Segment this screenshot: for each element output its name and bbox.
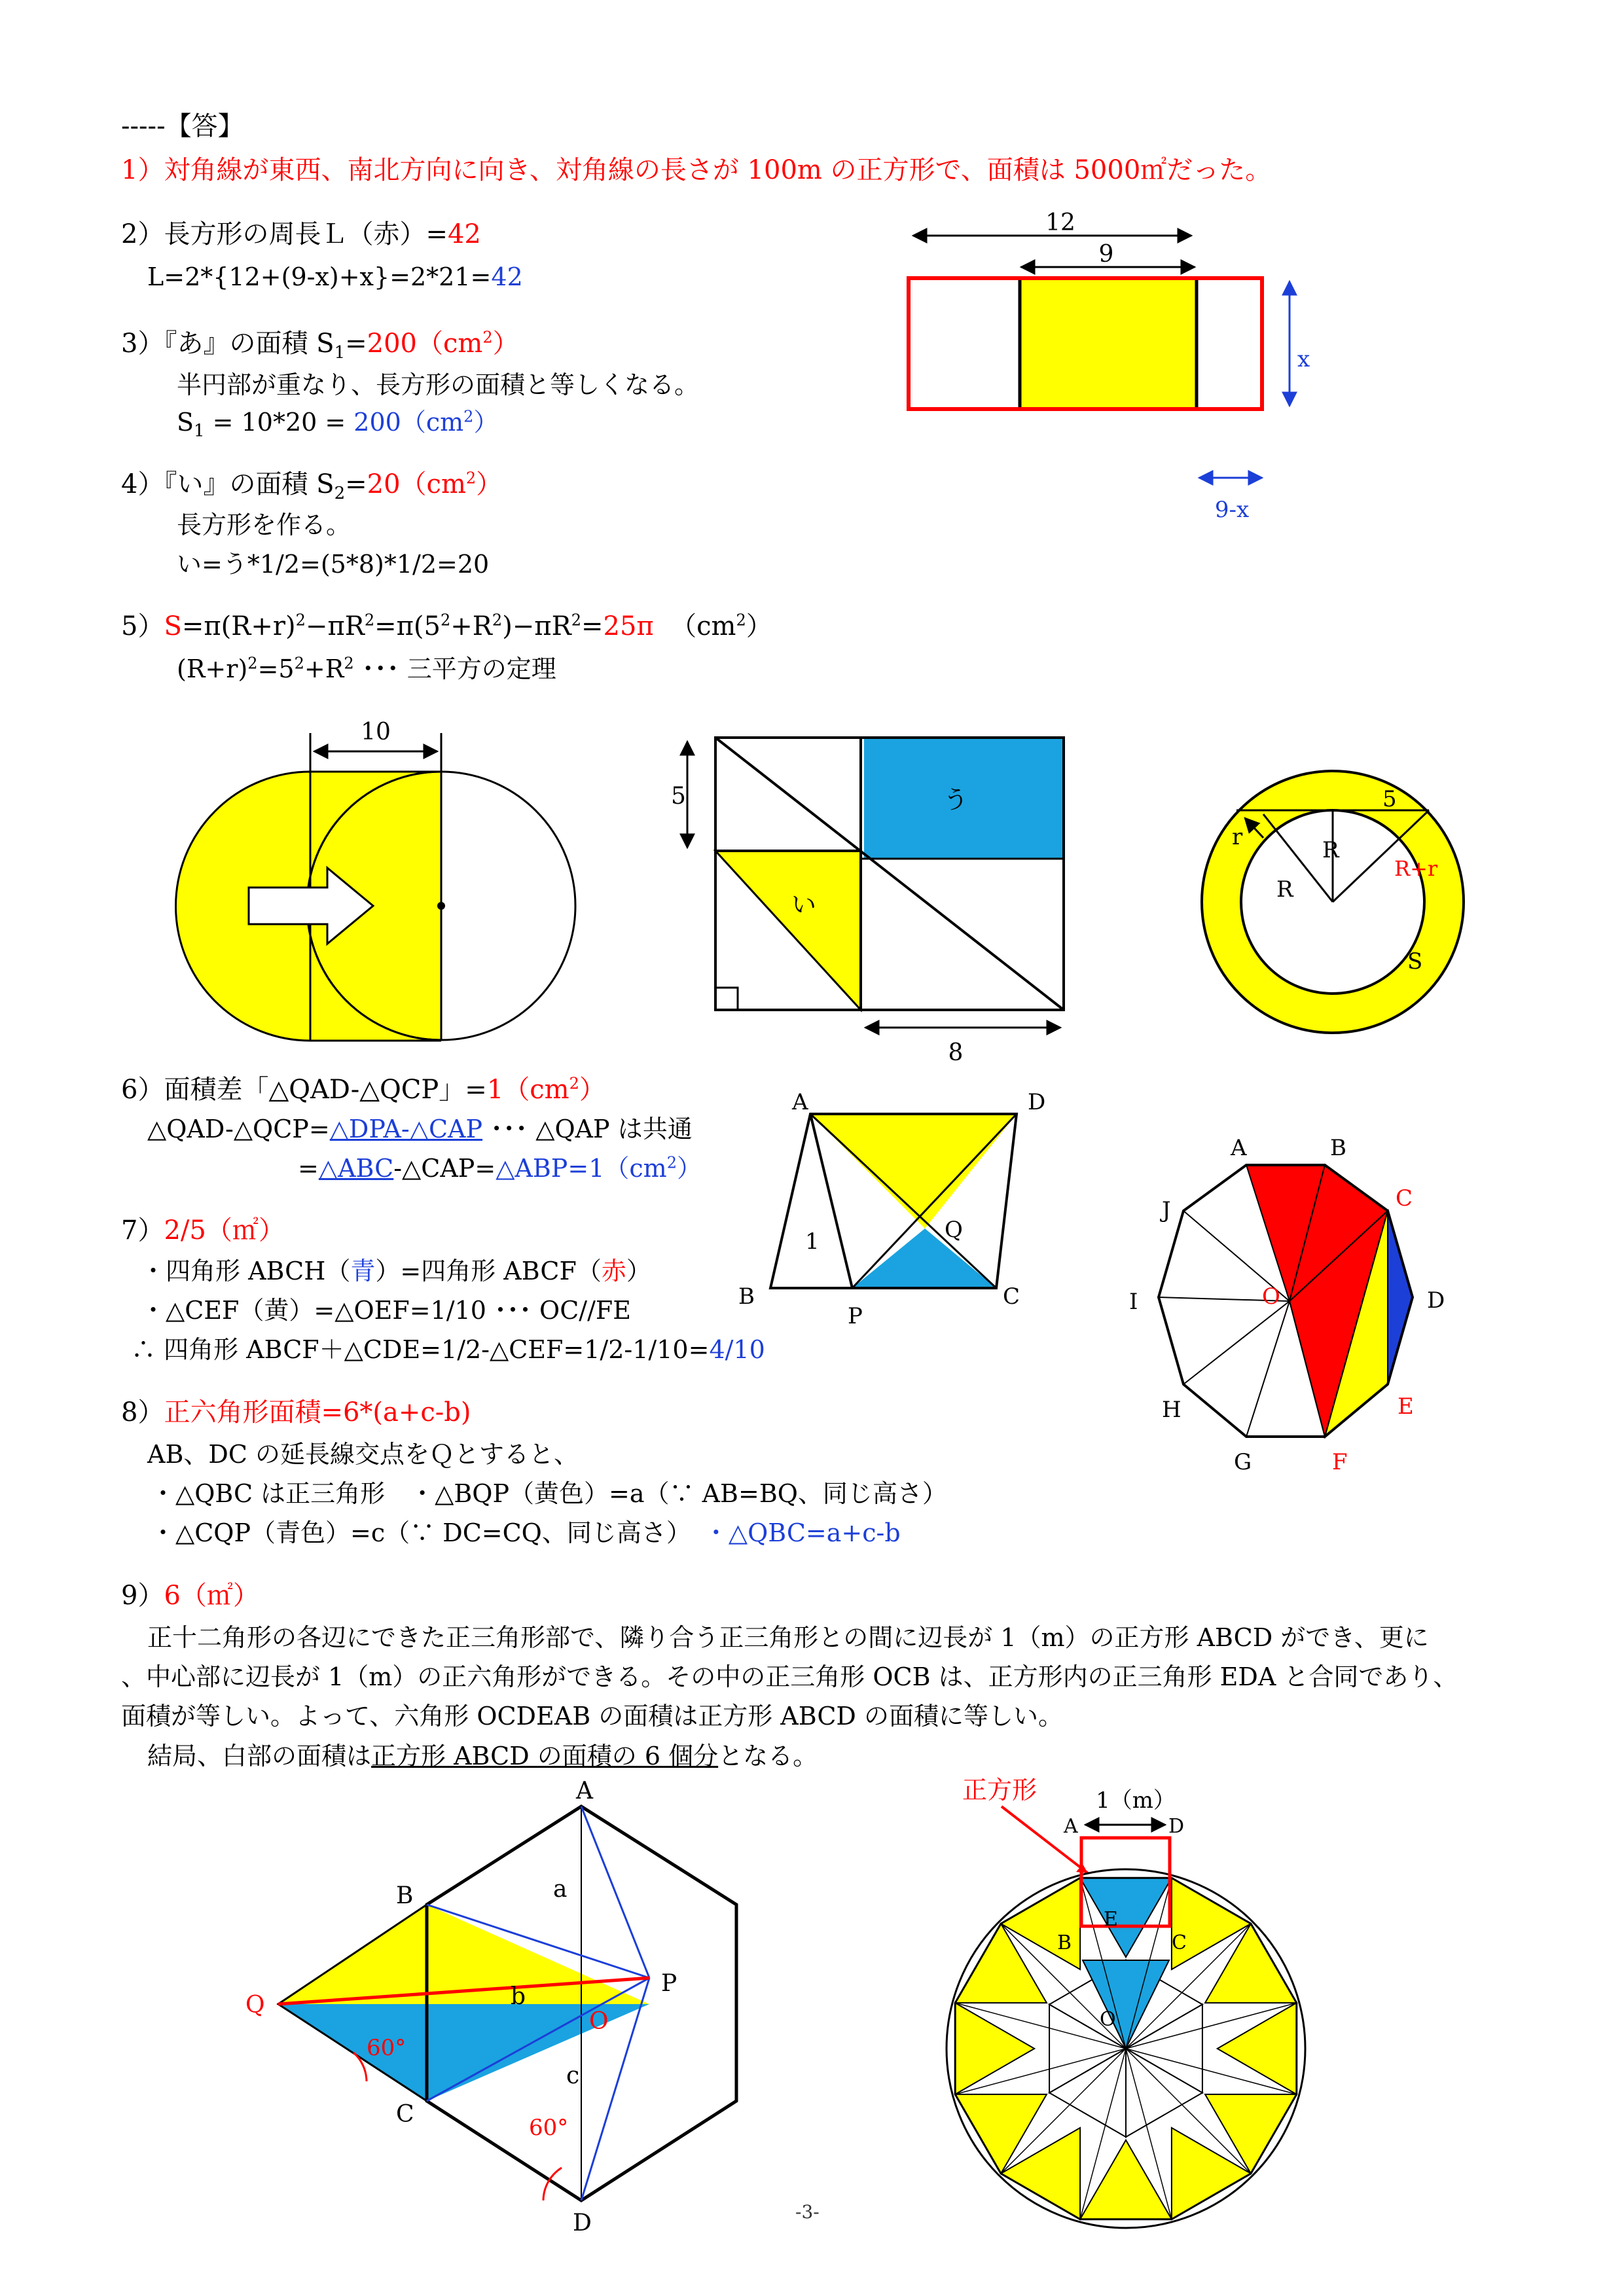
q4-line1: 長方形を作る。 [177,511,352,539]
svg-text:A: A [1064,1815,1078,1838]
q2-head: 2）長方形の周長Ｌ（赤）= [121,219,448,249]
label-square: 正方形 [962,1776,1038,1804]
svg-text:c: c [566,2062,580,2089]
q4-heading: 4）『い』の面積 $S_2=20(cm^2)$ [121,469,503,503]
svg-text:C: C [396,2101,414,2128]
q5-heading: $5)S=\pi(R+r)^2-\pi R^2=\pi(5^2+R^2)-\pi R^2=25\pi$ $(cm^2)$ [121,611,772,641]
svg-text:Q: Q [245,1992,265,2018]
svg-text:G: G [1234,1449,1252,1475]
svg-text:C: C [1172,1931,1187,1954]
svg-text:D: D [1168,1815,1185,1838]
svg-text:H: H [1162,1397,1182,1423]
q3-line2: $S_1 = 10*20 = 200(cm^2)$ [177,407,499,441]
q2-calc [147,260,523,293]
svg-text:B: B [1057,1931,1072,1954]
label-10: 10 [361,719,391,745]
fig-trapezoid [727,1080,1067,1335]
svg-text:O: O [1100,2008,1116,2031]
q7-line2: ・△CEF（黄）=△OEF=1/10 ･･･ OC//FE [141,1296,631,1325]
label-R-plus-r: R+r [1394,856,1438,881]
svg-text:60°: 60° [529,2115,569,2141]
svg-text:Q: Q [945,1217,963,1243]
svg-text:1: 1 [805,1229,820,1255]
svg-text:A: A [576,1778,593,1804]
svg-text:D: D [1028,1089,1046,1115]
svg-text:a: a [553,1876,568,1903]
label-12: 12 [1045,209,1075,236]
q2-heading [121,218,481,251]
svg-text:D: D [573,2210,592,2236]
label-8: 8 [948,1039,964,1066]
svg-text:C: C [1003,1283,1020,1310]
fig-decagon [1100,1126,1492,1492]
q9-line2: 、中心部に辺長が 1（m）の正六角形ができる。その中の正三角形 OCB は、正方形内の正三角形 EDA と合同であり、 [121,1662,1458,1691]
q1-number: 1） [121,155,164,185]
q8-line3: ・△CQP（青色）=c（∵ DC=CQ、同じ高さ） ・△QBC=a+c-b [151,1518,901,1547]
fig-ring [1198,766,1473,1041]
q6-line2: $=\triangle ABC-\triangle CAP=\triangle ABP=1(cm^2)$ [298,1153,702,1183]
q7-heading: 7）2/5（㎡） [121,1215,285,1246]
svg-text:A: A [792,1089,808,1115]
svg-text:E: E [1104,1908,1118,1931]
label-9: 9 [1098,241,1114,268]
q1-text: 対角線が東西、南北方向に向き、対角線の長さが 100m の正方形で、面積は 5000㎡だった。 [164,155,1272,185]
answer-header: -----【答】 [121,111,244,141]
label-u: う [943,785,969,814]
q6-heading: 6）面積差「△QAD-△QCP」$=1(cm^2)$ [121,1074,605,1105]
q9-line4: 結局、白部の面積は正方形 ABCD の面積の 6 個分となる。 [147,1742,818,1770]
q7-line1: ・四角形 ABCH（青）=四角形 ABCF（赤） [141,1257,651,1285]
label-1m: 1（m） [1096,1787,1176,1814]
q2-calc-answer: 42 [491,262,523,291]
svg-text:b: b [511,1983,526,2010]
label-R1: R [1322,837,1339,863]
q7-line3: ∴ 四角形 ABCF＋△CDE=1/2-△CEF=1/2-1/10=4/10 [131,1335,765,1364]
fig-hexagon [236,1778,772,2236]
fig-rectangle [897,209,1316,524]
svg-text:E: E [1398,1393,1414,1420]
svg-text:B: B [738,1283,755,1310]
q8-line2: ・△QBC は正三角形 ・△BQP（黄色）=a（∵ AB=BQ、同じ高さ） [151,1479,947,1508]
q2-answer: 42 [447,219,481,249]
page-number: -3- [795,2201,820,2223]
inner-square [1020,278,1197,409]
q3-line1: 半円部が重なり、長方形の面積と等しくなる。 [177,370,700,399]
fig-dodecagon [943,1767,1348,2238]
q5-line: $(R+r)^2=5^2+R^2$ ･･･ 三平方の定理 [177,654,556,683]
svg-text:O: O [589,2008,609,2035]
q8-heading: 8）正六角形面積=6*(a+c-b) [121,1397,471,1427]
svg-text:F: F [1332,1449,1348,1475]
q9-heading: 9）6（㎡） [121,1581,259,1611]
svg-text:P: P [661,1970,677,1997]
q6-line1: △QAD-△QCP=△DPA-△CAP ･･･ △QAP は共通 [147,1115,693,1143]
label-i: い [791,890,817,919]
q9-line1: 正十二角形の各辺にできた正三角形部で、隣り合う正三角形との間に辺長が 1（m）の正方形 ABCD ができ、更に [147,1623,1429,1652]
label-x: x [1297,346,1310,372]
fig-square-triangles [661,730,1067,1066]
label-S: S [1407,948,1423,975]
svg-text:B: B [1330,1135,1346,1161]
label-5-ring: 5 [1382,786,1397,812]
fig-circles [177,720,583,1060]
q9-line3: 面積が等しい。よって、六角形 OCDEAB の面積は正方形 ABCD の面積に等しい。 [121,1702,1063,1731]
label-9-x: 9-x [1214,497,1250,523]
label-r: r [1232,824,1243,850]
svg-text:60°: 60° [367,2035,406,2061]
svg-text:J: J [1162,1197,1171,1223]
q2-calc-text: L=2*{12+(9-x)+x}=2*21= [147,262,492,291]
q1-answer [121,154,1271,187]
svg-text:C: C [1396,1185,1413,1211]
q3-heading: 3）『あ』の面積 $S_1=200(cm^2)$ [121,328,519,363]
q8-line1: AB、DC の延長線交点をＱとすると、 [147,1440,579,1469]
label-R2: R [1276,876,1293,903]
q4-line2: い=う*1/2=(5*8)*1/2=20 [177,550,490,579]
svg-text:P: P [848,1303,863,1329]
svg-text:B: B [396,1882,414,1909]
svg-text:I: I [1129,1289,1138,1315]
svg-text:D: D [1427,1287,1445,1314]
svg-text:O: O [1262,1283,1280,1310]
svg-text:A: A [1231,1135,1247,1161]
label-5: 5 [671,783,686,810]
